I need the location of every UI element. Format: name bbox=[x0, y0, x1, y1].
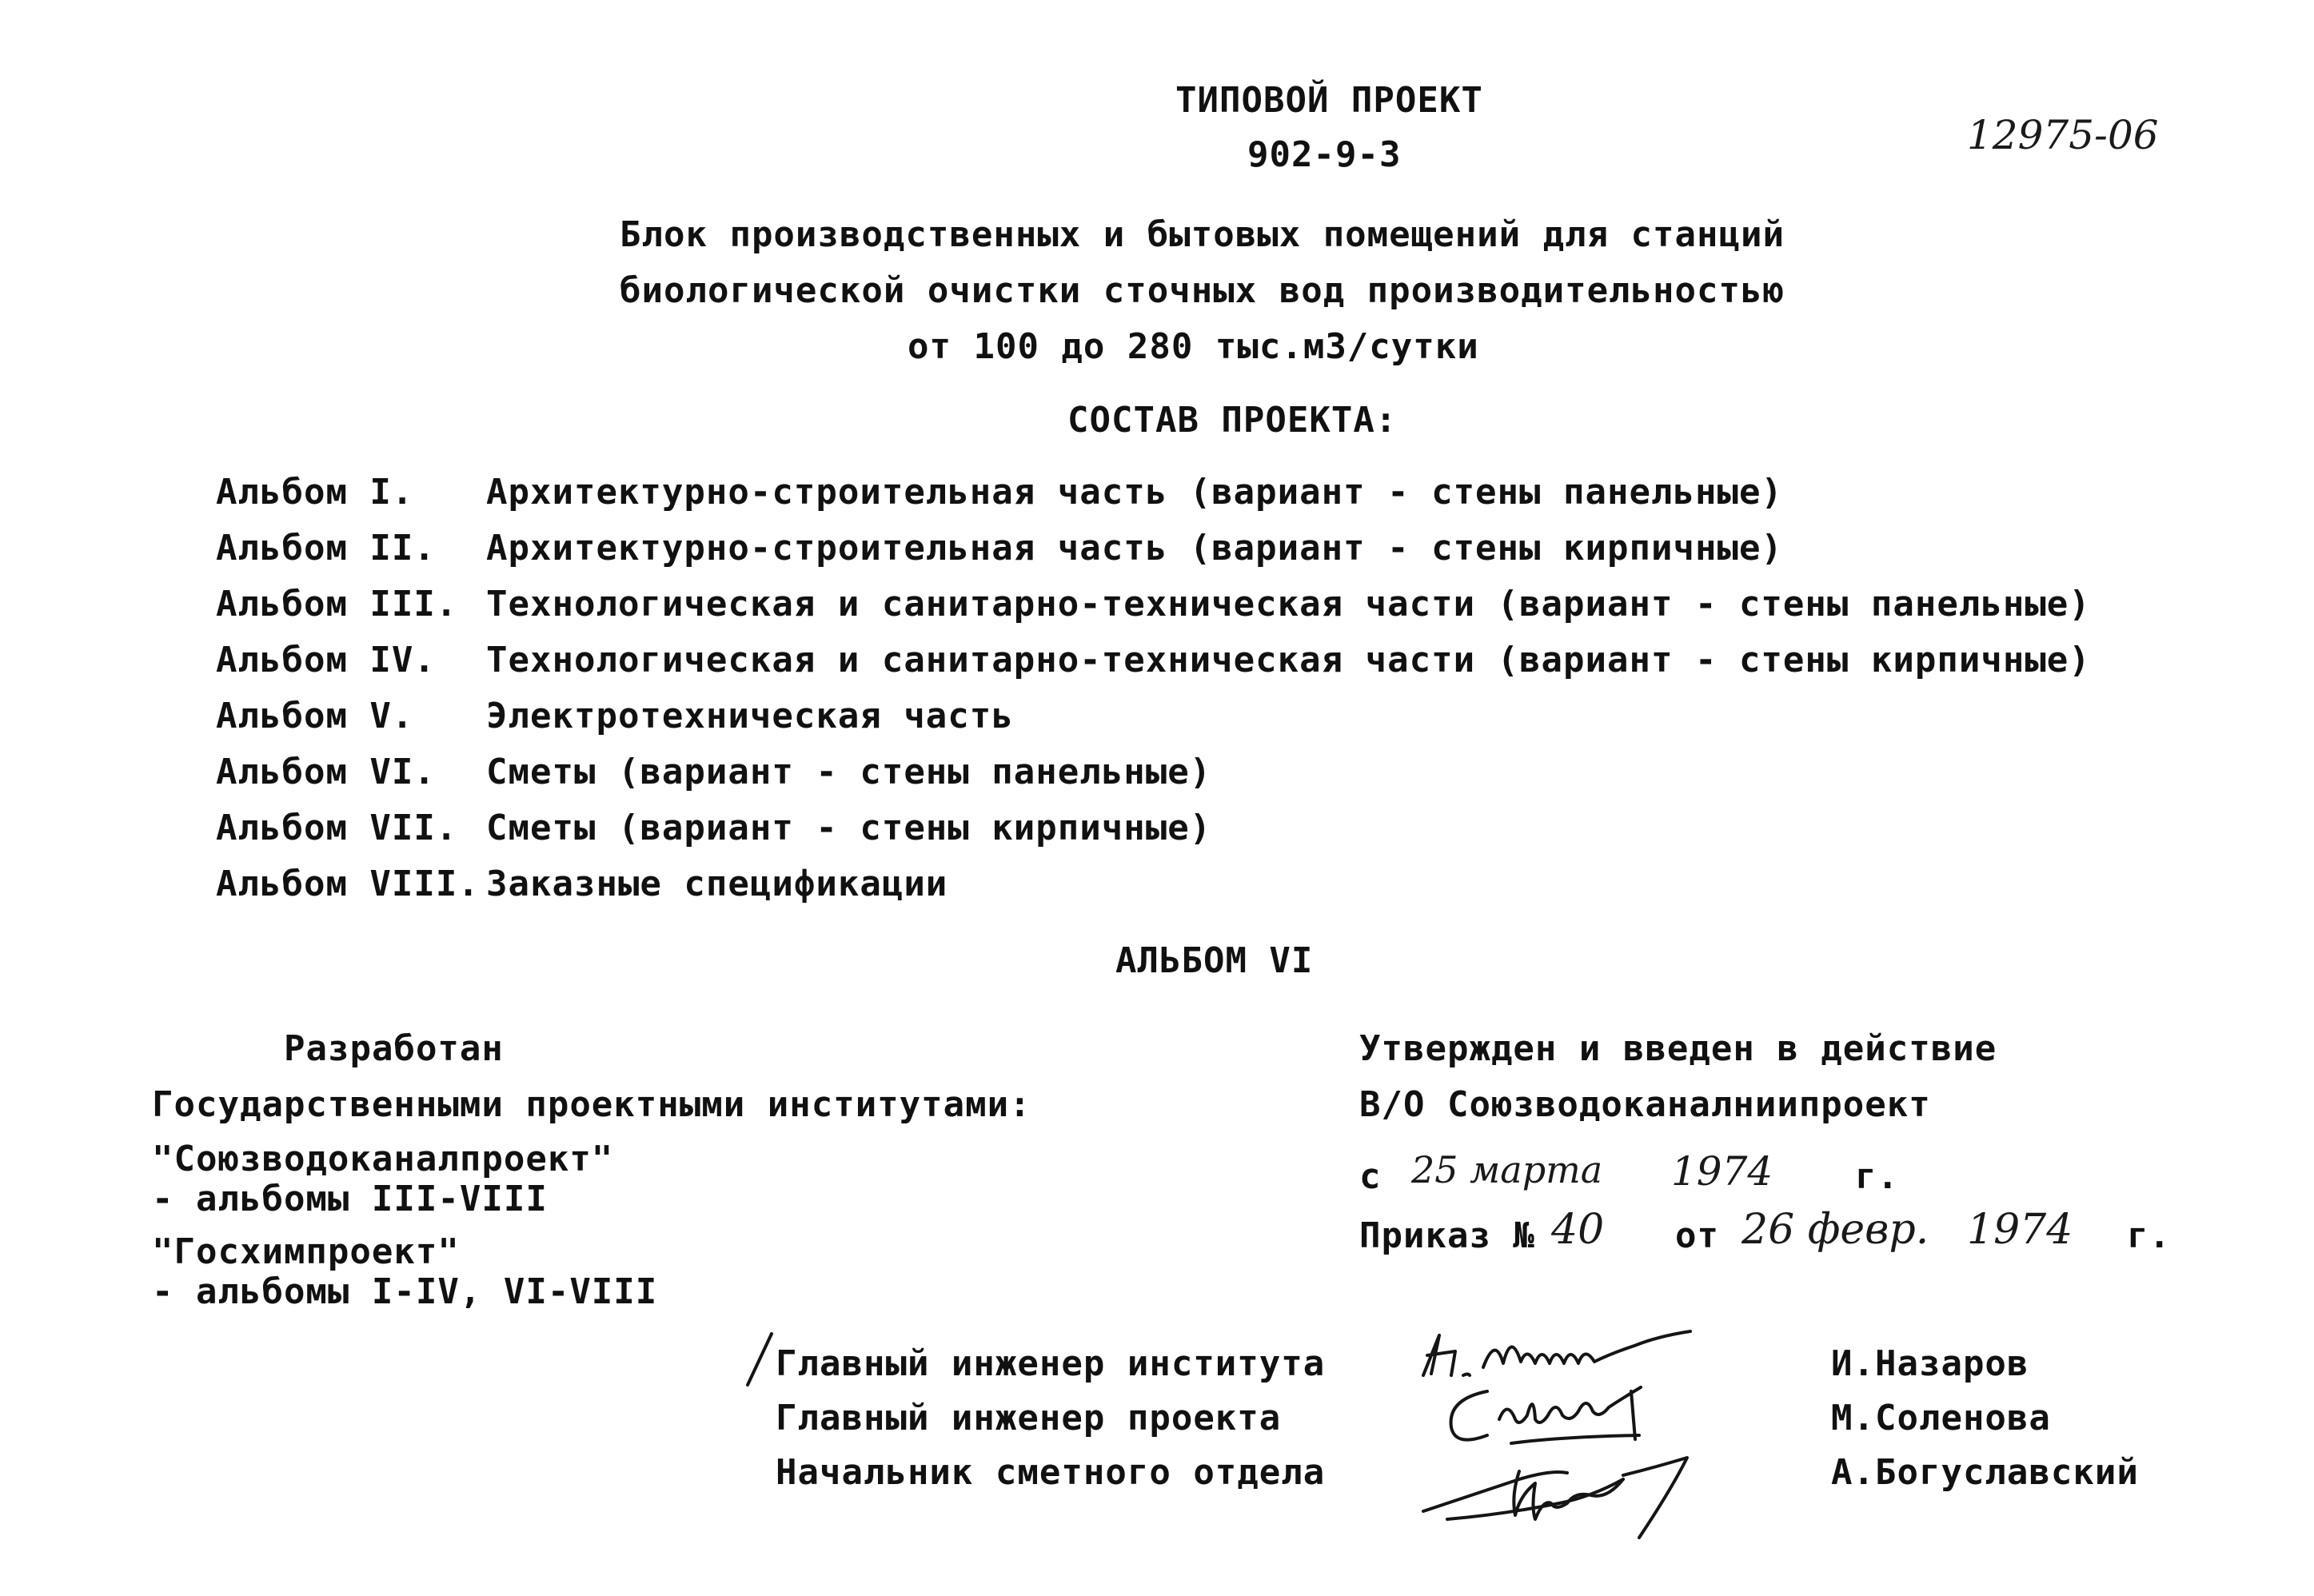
album-label: Альбом VII. bbox=[216, 808, 458, 848]
album-label: Альбом VIII. bbox=[216, 864, 480, 904]
signature-name: А.Богуславский bbox=[1831, 1452, 2139, 1493]
album-text: Технологическая и санитарно-техническая части (вариант - стены кирпичные) bbox=[486, 640, 2091, 680]
order-date: 26 февр. bbox=[1741, 1206, 1929, 1254]
order-prefix: Приказ № bbox=[1359, 1215, 1535, 1256]
approved-label: Утвержден и введен в действие bbox=[1359, 1028, 1997, 1069]
developed-label: Разработан bbox=[284, 1028, 504, 1069]
institute-1-name: "Союзводоканалпроект" bbox=[152, 1139, 614, 1179]
approved-year-suffix: г. bbox=[1855, 1156, 1899, 1197]
order-number: 40 bbox=[1551, 1206, 1605, 1254]
approved-year: 1974 bbox=[1671, 1148, 1773, 1195]
album-text: Заказные спецификации bbox=[486, 864, 948, 904]
album-text: Архитектурно-строительная часть (вариант - стены кирпичные) bbox=[486, 528, 1783, 569]
album-text: Электротехническая часть bbox=[486, 696, 1014, 736]
stamp-number: 12975-06 bbox=[1967, 112, 2159, 158]
order-suffix: г. bbox=[2127, 1215, 2171, 1256]
project-number: 902-9-3 bbox=[1247, 134, 1402, 175]
description-line-1: Блок производственных и бытовых помещений для станций bbox=[620, 214, 1785, 255]
album-label: Альбом V. bbox=[216, 696, 414, 736]
institute-2-albums: - альбомы I-IV, VI-VIII bbox=[152, 1271, 658, 1312]
album-label: Альбом I. bbox=[216, 472, 414, 513]
album-text: Технологическая и санитарно-техническая части (вариант - стены панельные) bbox=[486, 584, 2091, 624]
album-text: Сметы (вариант - стены панельные) bbox=[486, 752, 1212, 792]
signature-role: Главный инженер проекта bbox=[776, 1398, 1282, 1438]
description-line-3: от 100 до 280 тыс.м3/сутки bbox=[908, 326, 1479, 367]
album-label: Альбом VI. bbox=[216, 752, 436, 792]
signature-boguslavsky bbox=[1415, 1431, 1751, 1559]
approved-date-prefix: с bbox=[1359, 1156, 1382, 1197]
signature-name: М.Соленова bbox=[1831, 1398, 2051, 1438]
document-title: ТИПОВОЙ ПРОЕКТ bbox=[1175, 80, 1483, 121]
description-line-2: биологической очистки сточных вод производительностью bbox=[620, 270, 1785, 311]
album-label: Альбом II. bbox=[216, 528, 436, 569]
order-year: 1974 bbox=[1967, 1206, 2073, 1254]
order-from: от bbox=[1675, 1215, 1719, 1256]
signature-role: Начальник сметного отдела bbox=[776, 1452, 1326, 1493]
developed-institutes: Государственными проектными институтами: bbox=[152, 1084, 1031, 1125]
institute-1-albums: - альбомы III-VIII bbox=[152, 1179, 548, 1219]
composition-heading: СОСТАВ ПРОЕКТА: bbox=[1067, 400, 1398, 441]
album-label: Альбом IV. bbox=[216, 640, 436, 680]
approved-date-handwritten: 25 марта bbox=[1411, 1148, 1603, 1191]
institute-2-name: "Госхимпроект" bbox=[152, 1231, 460, 1272]
signature-role: Главный инженер института bbox=[776, 1343, 1326, 1384]
album-text: Архитектурно-строительная часть (вариант - стены панельные) bbox=[486, 472, 1783, 513]
approved-organization: В/О Союзводоканалниипроект bbox=[1359, 1084, 1931, 1125]
album-title: АЛЬБОМ VI bbox=[1115, 940, 1314, 981]
signature-name: И.Назаров bbox=[1831, 1343, 2029, 1384]
album-text: Сметы (вариант - стены кирпичные) bbox=[486, 808, 1212, 848]
album-label: Альбом III. bbox=[216, 584, 458, 624]
